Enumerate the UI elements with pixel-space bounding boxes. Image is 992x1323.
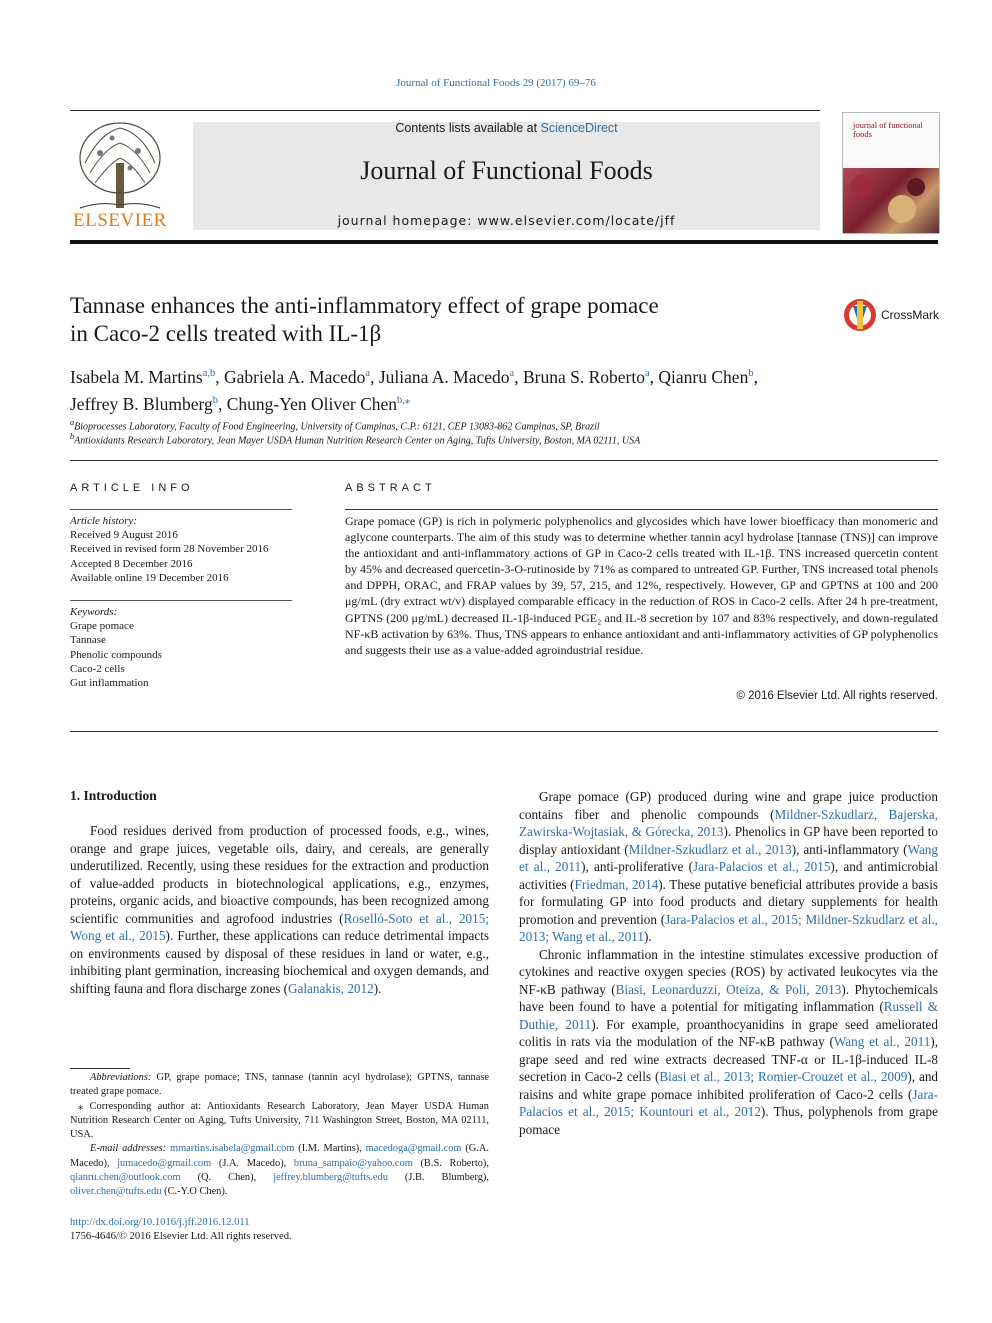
citation-link[interactable]: Wang et al., 2011	[833, 1034, 931, 1049]
article-info-rule	[70, 509, 292, 510]
crossmark-label: CrossMark	[881, 308, 940, 322]
citation-link[interactable]: Russell & Duthie, 2011	[519, 999, 939, 1032]
affiliation-rule	[70, 460, 938, 461]
paragraph-text: ). Phytochemicals have been found to have a potential for mitigating inflammation (	[519, 981, 938, 1014]
email-link[interactable]: bruna_sampaio@yahoo.com	[293, 1157, 413, 1169]
email-owner: (J.B. Blumberg),	[387, 1172, 489, 1184]
paragraph-text: ). For example, proanthocyanidins in grape seed ameliorated colitis in rats via the modulation of the NF-κB pathway (	[519, 1016, 939, 1049]
author-name: Qianru Chen	[658, 366, 749, 387]
paragraph-text: ), grape seed and red wine extracts decreased TNF-α or IL-1β-induced IL-8 secretion in Caco-2 cells (	[519, 1034, 938, 1084]
affiliation-text: Bioprocesses Laboratory, Faculty of Food Engineering, University of Campinas, C.P.: 6121, CEP 13083-862 Campinas, SP, Brazil	[74, 421, 600, 433]
header-thick-rule	[70, 240, 938, 244]
author-affiliation-mark[interactable]: b,⁎	[397, 394, 411, 406]
email-owner: (I.M. Martins),	[294, 1143, 366, 1155]
history-item: Received in revised form 28 November 2016	[70, 543, 269, 556]
citation-link[interactable]: Jara-Palacios et al., 2015	[693, 859, 831, 874]
citation-link[interactable]: Biasi, Leonarduzzi, Oteiza, & Poli, 2013	[615, 981, 842, 997]
journal-homepage: journal homepage: www.elsevier.com/locate/jff	[337, 213, 676, 228]
history-item: Received 9 August 2016	[70, 529, 178, 542]
abstract-text: Grape pomace (GP) is rich in polymeric polyphenolics and glycosides which have lower bioefficacy than monomeric and aglycone counterparts. The aim of this study was to determine whether tannin acyl hydrolase [tannase (TNS)] can improve the antioxidant and anti-inflammatory actions of GP in Caco-2 cells treated with IL-1β. TNS increased quercetin content by 45% and decreased quercetin-3-O-rutinoside by 71% as compared to untreated GP. Further, TNS increased total phenols and DPPH, ORAC, and FRAP values by 39, 57, 215, and 12%, respectively. However, GP and GPTNS at 100 and 200 μg/mL (dry extract wt/v) displayed comparable efficacy in the reduction of ROS in Caco-2 cells. After 24 h pre-treatment, GPTNS (200 μg/mL) decreased IL-1β-induced PGE₂ and IL-8 secretion by 107 and 83% respectively, and down-regulated NF-κB activation by 63%. Thus, TNS appears to enhance antioxidant and anti-inflammatory activities of GP polyphenolics and suggests their use as a value-added agroindustrial residue.	[345, 514, 938, 657]
affiliation-text: Antioxidants Research Laboratory, Jean Mayer USDA Human Nutrition Research Center on Aging, Tufts University, Boston, MA 02111, USA	[74, 435, 641, 447]
citation-link[interactable]: Mildner-Szkudlarz et al., 2013	[628, 841, 792, 857]
journal-reference[interactable]: Journal of Functional Foods 29 (2017) 69–76	[396, 77, 596, 89]
author-list	[70, 362, 938, 416]
author-separator: ,	[649, 366, 659, 387]
author-affiliation-mark[interactable]: a,b	[202, 368, 216, 379]
paragraph-text: Grape pomace (GP) produced during wine and grape juice production contains fiber and phenolic compounds (	[519, 789, 938, 822]
issn-line: 1756-4646/© 2016 Elsevier Ltd. All rights reserved.	[70, 1231, 292, 1242]
keyword: Grape pomace	[70, 620, 134, 633]
author-separator: ,	[215, 366, 224, 387]
affiliation-mark: a	[70, 418, 75, 427]
author-name: Isabela M. Martins	[70, 366, 203, 387]
footnote-abbreviations	[70, 1071, 489, 1100]
homepage-link[interactable]: www.elsevier.com/locate/jff	[477, 213, 676, 228]
crossmark-icon	[843, 298, 877, 332]
author-separator: ,	[217, 393, 227, 414]
elsevier-logo	[70, 113, 170, 233]
keyword: Phenolic compounds	[70, 648, 162, 661]
email-link[interactable]: jumacedo@gmail.com	[117, 1157, 212, 1169]
abstract-bottom-rule	[70, 731, 938, 732]
author-affiliation-mark[interactable]: a	[644, 368, 650, 379]
email-owner: (J.A. Macedo),	[211, 1157, 294, 1169]
footnote-emails	[70, 1142, 489, 1199]
doi-link[interactable]: http://dx.doi.org/10.1016/j.jff.2016.12.011	[70, 1217, 250, 1228]
author-name: Bruna S. Roberto	[522, 366, 645, 387]
paragraph-text: ), and antimicrobial activities (	[519, 859, 939, 892]
journal-title: Journal of Functional Foods	[360, 156, 653, 185]
email-link[interactable]: oliver.chen@tufts.edu	[70, 1186, 162, 1198]
history-item: Available online 19 December 2016	[70, 571, 229, 584]
email-link[interactable]: qianru.chen@outlook.com	[70, 1172, 181, 1184]
footnote-corresponding	[70, 1100, 489, 1143]
paragraph-text: ).	[643, 929, 652, 944]
paragraph-text: ). Thus, polyphenols from grape pomace	[519, 1104, 938, 1137]
keyword: Caco-2 cells	[70, 662, 125, 675]
article-title-line2: in Caco-2 cells treated with IL-1β	[70, 321, 382, 346]
abstract-copyright: © 2016 Elsevier Ltd. All rights reserved.	[736, 690, 938, 702]
paragraph	[519, 788, 938, 946]
keyword: Tannase	[70, 634, 106, 647]
paragraph-text: ), anti-proliferative (	[581, 859, 694, 874]
author-affiliation-mark[interactable]: b	[748, 368, 754, 379]
affiliation-mark: b	[70, 432, 75, 441]
email-link[interactable]: jeffrey.blumberg@tufts.edu	[273, 1172, 388, 1184]
footnote-rule	[70, 1068, 130, 1069]
paragraph-text: ). Further, these applications can reduce detrimental impacts on environments caused by disposal of these residues in land or water, e.g., inhibiting plant germination, increasing biochemical and oxygen demands, and shifting fauna and flora discharge zones (	[70, 928, 489, 996]
history-item: Accepted 8 December 2016	[70, 557, 193, 570]
citation-link[interactable]: Biasi et al., 2013; Romier-Crouzet et al., 2009	[659, 1069, 908, 1084]
paragraph-text: ), and raisins and white grape pomace inhibited proliferation of Caco-2 cells (	[519, 1069, 939, 1102]
author-name: Gabriela A. Macedo	[223, 366, 366, 387]
author-separator: ,	[370, 366, 379, 387]
article-title	[70, 292, 830, 348]
author-affiliation-mark[interactable]: a	[509, 368, 515, 379]
citation-link[interactable]: Mildner-Szkudlarz, Bajerska, Zawirska-Wojtasiak, & Górecka, 2013	[519, 806, 938, 839]
email-link[interactable]: macedoga@gmail.com	[365, 1143, 462, 1155]
email-label: E-mail addresses:	[90, 1143, 167, 1155]
keywords-rule	[70, 600, 292, 601]
corresponding-mark: ⁎	[78, 1100, 84, 1112]
citation-link[interactable]: Jara-Palacios et al., 2015; Kountouri et al., 2012	[519, 1086, 938, 1119]
email-owner: (C.-Y.O Chen).	[161, 1186, 228, 1198]
section-heading-introduction: 1. Introduction	[70, 788, 157, 803]
citation-link[interactable]: Wang et al., 2011	[519, 841, 938, 874]
abbrev-label: Abbreviations:	[90, 1072, 152, 1083]
citation-link[interactable]: Roselló-Soto et al., 2015; Wong et al., 2015	[70, 910, 489, 943]
email-owner: (B.S. Roberto),	[412, 1157, 489, 1169]
article-title-line1: Tannase enhances the anti-inflammatory effect of grape pomace	[70, 293, 659, 318]
affiliation-a	[70, 418, 938, 432]
contents-available: Contents lists available at ScienceDirect	[395, 121, 618, 135]
author-name: Chung-Yen Oliver Chen	[226, 393, 398, 414]
paragraph-text: ). Phenolics in GP have been reported to display antioxidant (	[519, 824, 938, 857]
footnotes	[70, 1071, 489, 1200]
header-rule	[70, 110, 820, 111]
keyword: Gut inflammation	[70, 677, 149, 690]
cover-title: journal of functional foods	[853, 120, 923, 139]
sciencedirect-link[interactable]: ScienceDirect	[540, 121, 618, 135]
author-separator: ,	[753, 366, 758, 387]
article-info-heading: ARTICLE INFO	[70, 482, 194, 494]
author-name: Juliana A. Macedo	[378, 366, 510, 387]
paragraph-text: ).	[373, 980, 382, 996]
corresponding-text: Corresponding author at: Antioxidants Research Laboratory, Jean Mayer USDA Human Nutrition Research Center on Aging, Tufts University, 711 Washington Street, Boston, MA 02111, USA.	[70, 1100, 489, 1141]
email-owner: (G.A. Macedo),	[70, 1143, 490, 1169]
paragraph	[519, 946, 938, 1139]
article-history	[70, 514, 292, 585]
abbrev-text: GP, grape pomace; TNS, tannase (tannin acyl hydrolase); GPTNS, tannase treated grape pomace.	[70, 1072, 489, 1098]
keywords	[70, 605, 292, 690]
abstract-rule	[345, 509, 938, 510]
citation-link[interactable]: Galanakis, 2012	[288, 980, 374, 996]
publisher-logo-text: ELSEVIER	[73, 210, 167, 231]
paragraph-text: Chronic inflammation in the intestine stimulates excessive production of cytokines and reactive oxygen species (ROS) by activated leukocytes via the NF-κB pathway (	[519, 946, 938, 997]
paragraph	[70, 822, 489, 997]
affiliation-b	[70, 432, 938, 446]
author-affiliation-mark[interactable]: a	[365, 368, 371, 379]
intro-left-column	[70, 822, 489, 997]
paragraph-text: ). These putative beneficial attributes provide a basis for formulating GP into food products and dietary supplements for health promotion and prevention (	[519, 876, 938, 927]
author-separator: ,	[514, 366, 523, 387]
paragraph-text: Food residues derived from production of processed foods, e.g., wines, orange and grape juices, vegetable oils, dairy, and cereals, are generally underutilized. Recently, using these residues for the extraction and production of value-added products in biotechnological applications, e.g., enzymes, proteins, organic acids, and bioactive compounds, has been recognized among scientific communities and agrofood industries (	[70, 823, 489, 926]
author-name: Jeffrey B. Blumberg	[70, 393, 213, 414]
email-owner: (Q. Chen),	[180, 1172, 274, 1184]
history-label: Article history:	[70, 515, 137, 527]
author-affiliation-mark[interactable]: b	[212, 394, 218, 406]
email-link[interactable]: mmartins.isabela@gmail.com	[170, 1143, 295, 1155]
crossmark-badge[interactable]	[843, 298, 943, 334]
citation-link[interactable]: Friedman, 2014	[574, 876, 659, 892]
abstract-heading: ABSTRACT	[345, 482, 436, 494]
keywords-label: Keywords:	[70, 606, 118, 618]
intro-right-column	[519, 788, 938, 1138]
citation-link[interactable]: Jara-Palacios et al., 2015; Mildner-Szkudlarz et al., 2013; Wang et al., 2011	[519, 911, 938, 944]
journal-cover	[842, 112, 940, 234]
paragraph-text: ), anti-inflammatory (	[791, 841, 908, 857]
